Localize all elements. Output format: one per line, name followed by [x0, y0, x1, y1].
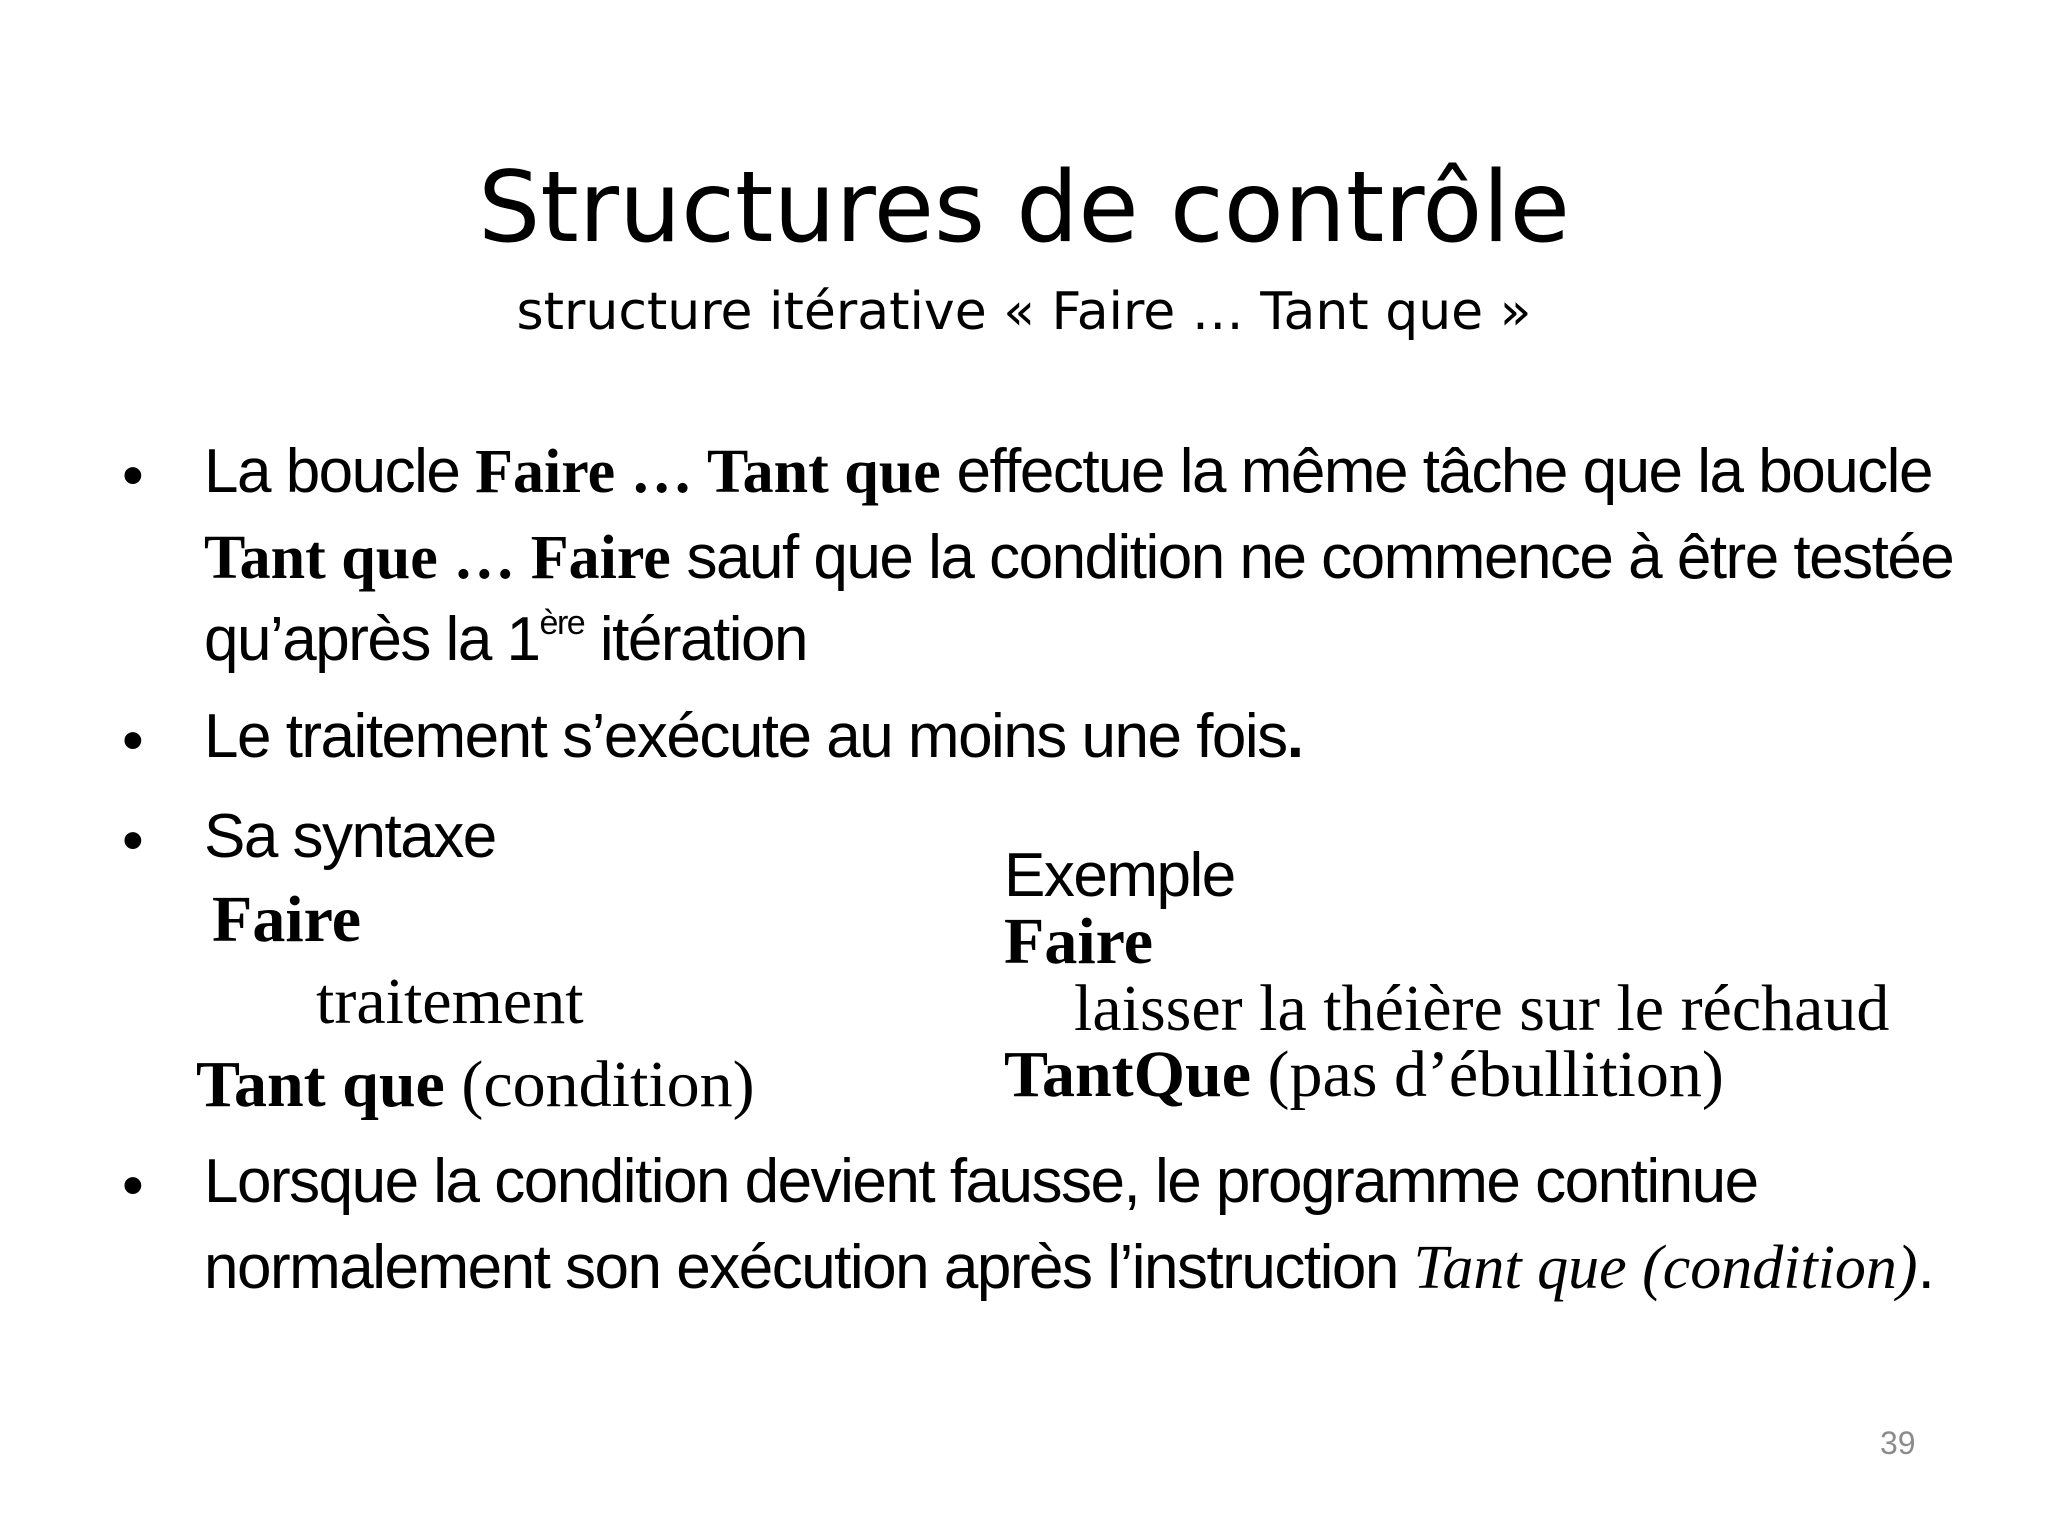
bullet4-line1: Lorsque la condition devient fausse, le programme continue	[204, 1147, 1758, 1216]
example-condition-line	[1004, 1040, 1724, 1110]
example-body: laisser la théière sur le réchaud	[1074, 972, 1890, 1045]
keyword-faire-tant-que: Faire … Tant que	[475, 438, 941, 506]
bullet2-line	[204, 697, 1302, 777]
bullet4-text: normalement son exécution après l’instruction	[204, 1233, 1414, 1302]
bullet-marker: •	[122, 1151, 144, 1220]
example-condition: (pas d’ébullition)	[1250, 1038, 1724, 1111]
bullet1-line3	[204, 600, 807, 680]
syntax-condition: (condition)	[444, 1048, 755, 1121]
syntax-keyword-faire: Faire	[212, 883, 362, 956]
bullet-marker: •	[122, 806, 144, 875]
bullet1-line2	[204, 518, 1953, 598]
bullet-marker: •	[122, 441, 144, 510]
bullet1-text: La boucle	[204, 437, 476, 506]
bullet4-line2	[204, 1228, 1933, 1308]
bullet1-line1	[204, 432, 1932, 512]
bullet1-text: sauf que la condition ne commence à être testée	[670, 523, 1954, 592]
bullet3-line: Sa syntaxe	[204, 802, 496, 871]
syntax-condition-line	[196, 1050, 755, 1120]
example-keyword-tantque: TantQue	[1004, 1038, 1251, 1111]
page-number: 39	[1880, 1425, 1916, 1461]
bullet1-text: itération	[584, 605, 807, 674]
keyword-tant-que-faire: Tant que … Faire	[204, 524, 671, 592]
bullet1-text: qu’après la 1	[204, 605, 540, 674]
bullet2-period: .	[1286, 702, 1303, 771]
slide-title: Structures de contrôle	[478, 151, 1570, 265]
italic-instruction: Tant que (condition)	[1413, 1234, 1918, 1302]
syntax-body: traitement	[316, 965, 584, 1038]
bullet4-period: .	[1917, 1233, 1934, 1302]
bullet1-text: effectue la même tâche que la boucle	[940, 437, 1932, 506]
example-label: Exemple	[1004, 841, 1235, 910]
bullet-marker: •	[122, 706, 144, 775]
syntax-keyword-tant-que: Tant que	[196, 1048, 445, 1121]
superscript: ère	[539, 604, 585, 642]
example-keyword-faire: Faire	[1004, 905, 1154, 978]
bullet2-text: Le traitement s’exécute au moins une fois	[204, 702, 1287, 771]
slide-subtitle: structure itérative « Faire … Tant que »	[516, 282, 1532, 342]
